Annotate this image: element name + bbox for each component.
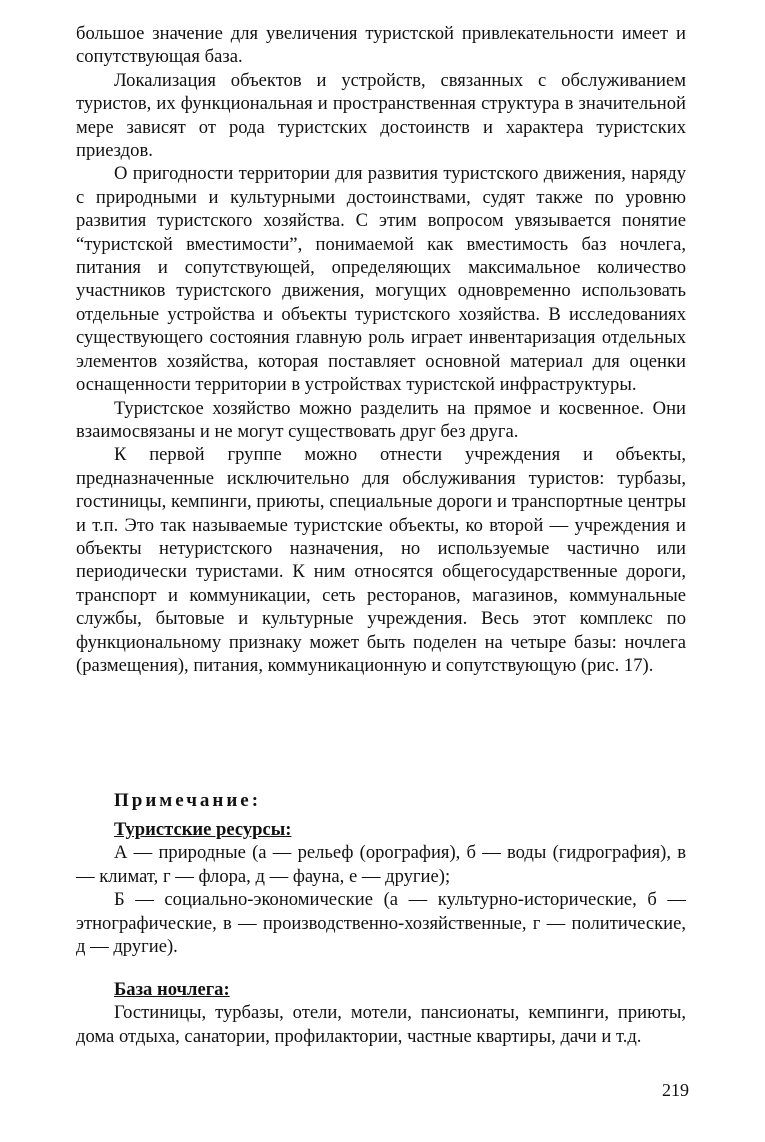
resources-socioeconomic: Б — социально-экономические (а — культурно-исторические, б — этнографические, в — производственно-хозяйственные, г — политические, д — другие). bbox=[76, 889, 686, 958]
paragraph-first-group: К первой группе можно отнести учреждения и объекты, предназначенные исключительно для обслуживания туристов: турбазы, гостиницы, кемпинги, приюты, специальные дороги и транспортные центры и т.п. Это так называемые туристские объекты, ко второй — учреждения и объекты нетуристского назначения, но используемые частично или периодически туристами. К ним относятся общегосударственные дороги, транспорт и коммуникации, сеть ресторанов, магазинов, коммунальные службы, бытовые и культурные учреждения. Весь этот комплекс по функциональному признаку может быть поделен на четыре базы: ночлега (размещения), питания, коммуникационную и сопутствующую (рис. 17). bbox=[76, 444, 686, 676]
lodging-text: Гостиницы, турбазы, отели, мотели, пансионаты, кемпинги, приюты, дома отдыха, санатории, профилактории, частные квартиры, дачи и т.д. bbox=[76, 1002, 686, 1047]
resources-heading: Туристские ресурсы: bbox=[114, 819, 292, 840]
resources-natural: А — природные (а — рельеф (орография), б — воды (гидрография), в — климат, г — флора, д — фауна, е — другие); bbox=[76, 842, 686, 887]
resources-block bbox=[76, 818, 686, 958]
page-number: 219 bbox=[662, 1080, 689, 1100]
paragraph-territory-suitability: О пригодности территории для развития туристского движения, наряду с природными и культурными достоинствами, судят также по уровню развития туристского хозяйства. С этим вопросом увязывается понятие “туристской вместимости”, понимаемой как вместимость баз ночлега, питания и сопутствующей, определяющих максимальное количество участников туристского движения, могущих одновременно использовать отдельные устройства и объекты туристского хозяйства. В исследованиях существующего состояния главную роль играет инвентаризация отдельных элементов хозяйства, которая поставляет основной материал для оценки оснащенности территории в устройствах туристской инфраструктуры. bbox=[76, 163, 686, 396]
main-text bbox=[76, 22, 686, 677]
paragraph-direct-indirect: Туристское хозяйство можно разделить на прямое и косвенное. Они взаимосвязаны и не могут существовать друг без друга. bbox=[76, 397, 686, 442]
paragraph-continuation: большое значение для увеличения туристской привлекательности имеет и сопутствующая база. bbox=[76, 23, 686, 68]
lodging-heading: База ночлега: bbox=[114, 979, 230, 1000]
paragraph-localization: Локализация объектов и устройств, связанных с обслуживанием туристов, их функциональная и пространственная структура в значительной мере зависят от рода туристских достоинств и характера туристских приездов. bbox=[76, 69, 686, 162]
note-heading: Примечание: bbox=[114, 790, 262, 811]
lodging-block bbox=[76, 978, 686, 1048]
